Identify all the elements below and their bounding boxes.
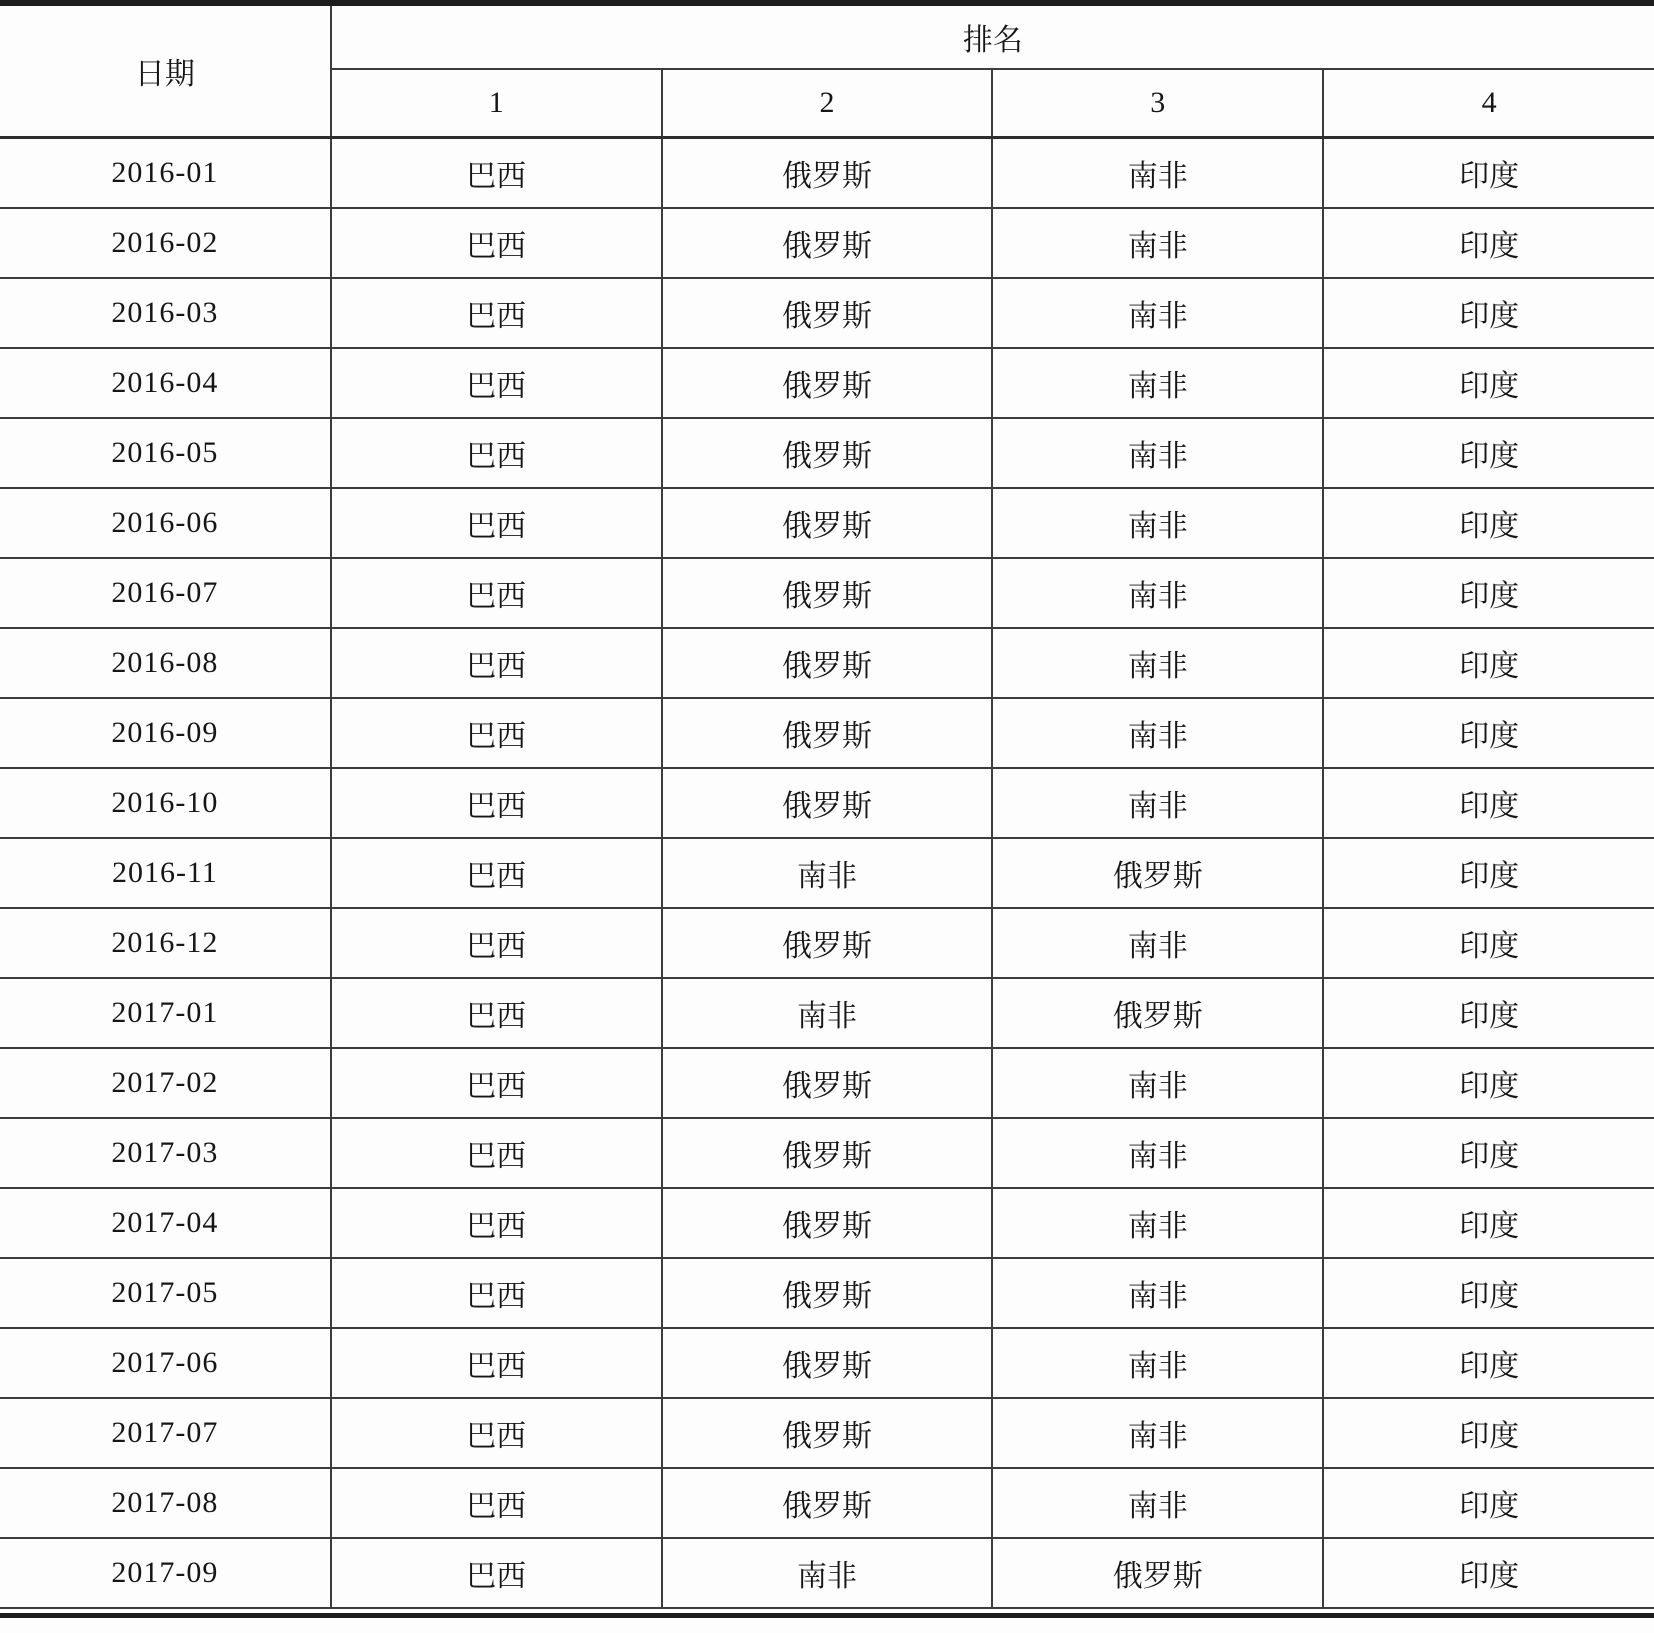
date-cell: 2017-02: [0, 1048, 331, 1118]
rank-cell: 印度: [1323, 348, 1654, 418]
rank-cell: 印度: [1323, 978, 1654, 1048]
header-group-row: [0, 6, 1654, 69]
rank-cell: 南非: [992, 1188, 1323, 1258]
rank-cell: 南非: [992, 418, 1323, 488]
rank-cell: 南非: [992, 488, 1323, 558]
table-row: [0, 488, 1654, 558]
table-row: [0, 628, 1654, 698]
rank-cell: 俄罗斯: [992, 838, 1323, 908]
rank-cell: 巴西: [331, 628, 662, 698]
rank-cell: 俄罗斯: [662, 768, 993, 838]
date-cell: 2017-05: [0, 1258, 331, 1328]
rank-cell: 南非: [992, 138, 1323, 209]
rank-cell: 巴西: [331, 1328, 662, 1398]
rank-cell: 印度: [1323, 768, 1654, 838]
rank-cell: 印度: [1323, 908, 1654, 978]
rank-cell: 巴西: [331, 978, 662, 1048]
rank-cell: 南非: [992, 698, 1323, 768]
date-cell: 2016-01: [0, 138, 331, 209]
rank-cell: 俄罗斯: [992, 978, 1323, 1048]
rank-cell: 巴西: [331, 1118, 662, 1188]
rank-cell: 巴西: [331, 1468, 662, 1538]
date-cell: 2017-08: [0, 1468, 331, 1538]
rank-cell: 巴西: [331, 838, 662, 908]
rank-cell: 南非: [992, 1468, 1323, 1538]
rank-cell: 巴西: [331, 1258, 662, 1328]
rank-cell: 印度: [1323, 1538, 1654, 1608]
rank-cell: 南非: [992, 768, 1323, 838]
rank-cell: 俄罗斯: [662, 1048, 993, 1118]
date-cell: 2016-02: [0, 208, 331, 278]
rank-cell: 巴西: [331, 908, 662, 978]
rank-cell: 巴西: [331, 1048, 662, 1118]
rank-cell: 俄罗斯: [662, 908, 993, 978]
table-row: [0, 1398, 1654, 1468]
table-row: [0, 978, 1654, 1048]
rank-cell: 印度: [1323, 1048, 1654, 1118]
table-row: [0, 558, 1654, 628]
date-cell: 2016-12: [0, 908, 331, 978]
rank-cell: 南非: [992, 208, 1323, 278]
rank-cell: 南非: [992, 1258, 1323, 1328]
date-cell: 2016-11: [0, 838, 331, 908]
table-row: [0, 698, 1654, 768]
rank-cell: 俄罗斯: [662, 558, 993, 628]
rank-cell: 俄罗斯: [662, 418, 993, 488]
rank-cell: 俄罗斯: [662, 488, 993, 558]
rank-cell: 印度: [1323, 488, 1654, 558]
rank-cell: 南非: [992, 628, 1323, 698]
rank-cell: 印度: [1323, 698, 1654, 768]
rank-cell: 印度: [1323, 1188, 1654, 1258]
rank-cell: 印度: [1323, 628, 1654, 698]
date-cell: 2017-06: [0, 1328, 331, 1398]
rank-cell: 南非: [992, 558, 1323, 628]
rank-4-column-header: 4: [1323, 69, 1654, 138]
date-cell: 2016-07: [0, 558, 331, 628]
rank-cell: 印度: [1323, 138, 1654, 209]
rank-cell: 俄罗斯: [662, 628, 993, 698]
rank-cell: 巴西: [331, 488, 662, 558]
rank-cell: 印度: [1323, 418, 1654, 488]
rank-cell: 俄罗斯: [662, 1398, 993, 1468]
table-row: [0, 1188, 1654, 1258]
rank-cell: 巴西: [331, 208, 662, 278]
rank-cell: 南非: [992, 348, 1323, 418]
rank-cell: 巴西: [331, 768, 662, 838]
rank-2-column-header: 2: [662, 69, 993, 138]
rank-cell: 巴西: [331, 418, 662, 488]
rank-cell: 俄罗斯: [662, 348, 993, 418]
rank-cell: 巴西: [331, 348, 662, 418]
rank-1-column-header: 1: [331, 69, 662, 138]
table-row: [0, 1118, 1654, 1188]
table-header: [0, 6, 1654, 138]
rank-cell: 南非: [992, 1328, 1323, 1398]
rank-cell: 巴西: [331, 1188, 662, 1258]
rank-3-column-header: 3: [992, 69, 1323, 138]
date-cell: 2016-08: [0, 628, 331, 698]
rank-cell: 印度: [1323, 1398, 1654, 1468]
date-cell: 2017-04: [0, 1188, 331, 1258]
rank-cell: 巴西: [331, 698, 662, 768]
rank-cell: 南非: [662, 978, 993, 1048]
rank-cell: 印度: [1323, 1468, 1654, 1538]
table-row: [0, 208, 1654, 278]
date-cell: 2017-03: [0, 1118, 331, 1188]
rank-cell: 印度: [1323, 1118, 1654, 1188]
rank-cell: 俄罗斯: [662, 1188, 993, 1258]
table-row: [0, 838, 1654, 908]
rank-cell: 巴西: [331, 138, 662, 209]
rank-cell: 俄罗斯: [662, 278, 993, 348]
date-cell: 2016-03: [0, 278, 331, 348]
rank-cell: 俄罗斯: [662, 208, 993, 278]
table-row: [0, 908, 1654, 978]
rank-cell: 南非: [992, 1398, 1323, 1468]
date-cell: 2017-09: [0, 1538, 331, 1608]
rank-cell: 俄罗斯: [662, 1118, 993, 1188]
table-row: [0, 1258, 1654, 1328]
date-column-header: 日期: [0, 6, 331, 138]
date-cell: 2017-01: [0, 978, 331, 1048]
table-row: [0, 1328, 1654, 1398]
rank-cell: 印度: [1323, 1328, 1654, 1398]
table-row: [0, 1468, 1654, 1538]
date-cell: 2016-05: [0, 418, 331, 488]
rank-cell: 印度: [1323, 1258, 1654, 1328]
rank-cell: 巴西: [331, 278, 662, 348]
rank-cell: 印度: [1323, 278, 1654, 348]
rank-cell: 俄罗斯: [662, 138, 993, 209]
date-cell: 2017-07: [0, 1398, 331, 1468]
rank-cell: 俄罗斯: [662, 1258, 993, 1328]
rank-cell: 印度: [1323, 208, 1654, 278]
rank-cell: 印度: [1323, 558, 1654, 628]
date-cell: 2016-04: [0, 348, 331, 418]
table-row: [0, 768, 1654, 838]
table-row: [0, 1538, 1654, 1608]
rank-cell: 南非: [992, 908, 1323, 978]
rank-cell: 南非: [992, 1048, 1323, 1118]
table-row: [0, 138, 1654, 209]
rank-cell: 南非: [662, 838, 993, 908]
rank-cell: 印度: [1323, 838, 1654, 908]
table-row: [0, 418, 1654, 488]
date-cell: 2016-09: [0, 698, 331, 768]
date-cell: 2016-10: [0, 768, 331, 838]
rank-cell: 南非: [992, 278, 1323, 348]
rank-cell: 俄罗斯: [992, 1538, 1323, 1608]
ranking-group-header: 排名: [331, 6, 1654, 69]
ranking-table: [0, 6, 1654, 1609]
table-row: [0, 278, 1654, 348]
table-row: [0, 1048, 1654, 1118]
rank-cell: 俄罗斯: [662, 698, 993, 768]
table-row: [0, 348, 1654, 418]
table-body: [0, 138, 1654, 1609]
rank-cell: 巴西: [331, 1398, 662, 1468]
rank-cell: 俄罗斯: [662, 1468, 993, 1538]
rank-cell: 巴西: [331, 558, 662, 628]
rank-cell: 南非: [662, 1538, 993, 1608]
date-cell: 2016-06: [0, 488, 331, 558]
rank-cell: 南非: [992, 1118, 1323, 1188]
rank-cell: 俄罗斯: [662, 1328, 993, 1398]
rank-cell: 巴西: [331, 1538, 662, 1608]
